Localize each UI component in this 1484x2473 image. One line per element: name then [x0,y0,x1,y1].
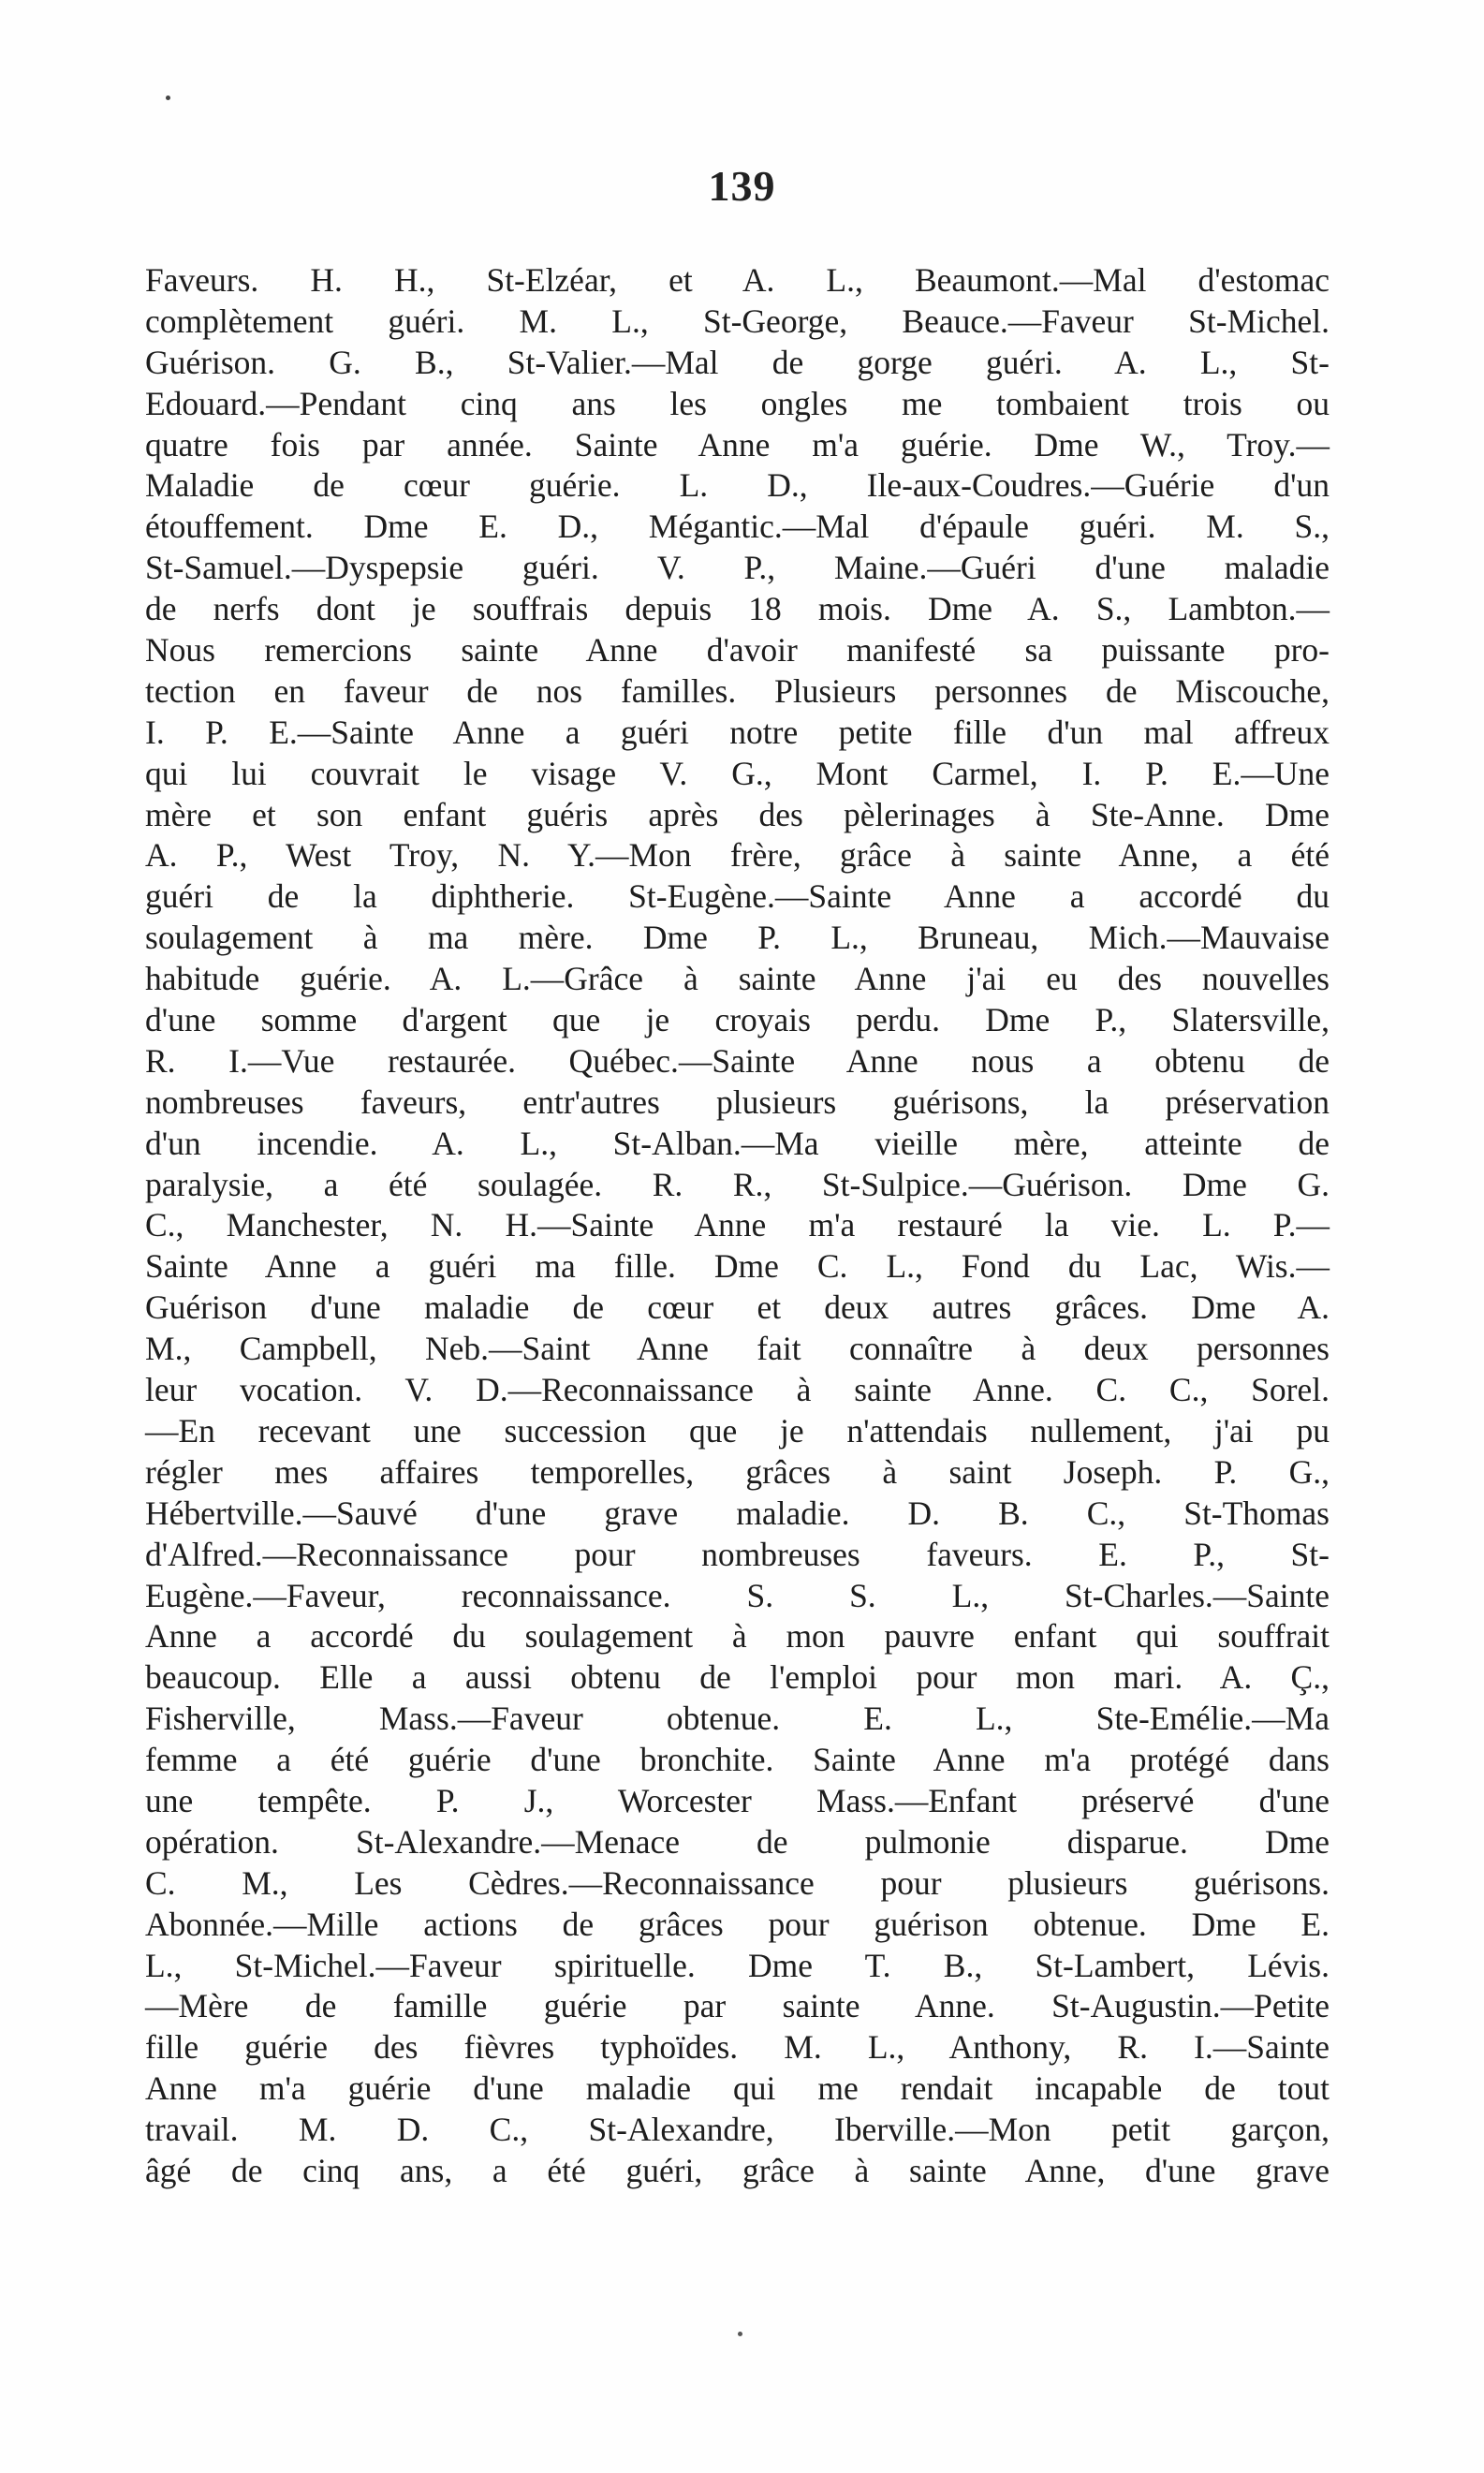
text-line: Nous remercions sainte Anne d'avoir manifesté sa puissante pro- [145,631,1330,670]
text-line: beaucoup. Elle a aussi obtenu de l'emploi pour mon mari. A. Ç., [145,1658,1330,1697]
text-line: Faveurs. H. H., St-Elzéar, et A. L., Beaumont.—Mal d'estomac [145,261,1330,299]
page-number: 139 [708,162,776,210]
ink-speck [166,96,170,100]
text-line: Hébertville.—Sauvé d'une grave maladie. D. B. C., St-Thomas [145,1494,1330,1532]
text-line: travail. M. D. C., St-Alexandre, Iberville.—Mon petit garçon, [145,2111,1330,2149]
text-line: R. I.—Vue restaurée. Québec.—Sainte Anne nous a obtenu de [145,1041,1330,1080]
text-line: régler mes affaires temporelles, grâces à saint Joseph. P. G., [145,1452,1330,1491]
text-line: habitude guérie. A. L.—Grâce à sainte Anne j'ai eu des nouvelles [145,960,1330,998]
text-line: complètement guéri. M. L., St-George, Beauce.—Faveur St-Michel. [145,302,1330,340]
text-line: A. P., West Troy, N. Y.—Mon frère, grâce à sainte Anne, a été [145,836,1330,875]
text-line: Sainte Anne a guéri ma fille. Dme C. L., Fond du Lac, Wis.— [145,1247,1330,1286]
text-line: âgé de cinq ans, a été guéri, grâce à sainte Anne, d'une grave [145,2151,1330,2189]
text-line: St-Samuel.—Dyspepsie guéri. V. P., Maine.—Guéri d'une maladie [145,549,1330,587]
text-line: Abonnée.—Mille actions de grâces pour guérison obtenue. Dme E. [145,1905,1330,1943]
text-line: —En recevant une succession que je n'attendais nullement, j'ai pu [145,1411,1330,1450]
text-line: étouffement. Dme E. D., Mégantic.—Mal d'épaule guéri. M. S., [145,508,1330,546]
text-line: C., Manchester, N. H.—Sainte Anne m'a restauré la vie. L. P.— [145,1206,1330,1244]
text-line: d'Alfred.—Reconnaissance pour nombreuses faveurs. E. P., St- [145,1535,1330,1573]
ink-speck [738,2332,742,2336]
text-line: Anne a accordé du soulagement à mon pauvre enfant qui souffrait [145,1617,1330,1656]
text-line: d'un incendie. A. L., St-Alban.—Ma vieille mère, atteinte de [145,1124,1330,1162]
body-text [145,260,1330,2192]
text-line: quatre fois par année. Sainte Anne m'a guérie. Dme W., Troy.— [145,425,1330,464]
text-line: Fisherville, Mass.—Faveur obtenue. E. L., Ste-Emélie.—Ma [145,1700,1330,1738]
text-line: I. P. E.—Sainte Anne a guéri notre petite fille d'un mal affreux [145,713,1330,751]
text-line: d'une somme d'argent que je croyais perdu. Dme P., Slatersville, [145,1001,1330,1039]
text-line: mère et son enfant guéris après des pèlerinages à Ste-Anne. Dme [145,795,1330,833]
text-line: Guérison d'une maladie de cœur et deux autres grâces. Dme A. [145,1288,1330,1327]
text-line: fille guérie des fièvres typhoïdes. M. L., Anthony, R. I.—Sainte [145,2028,1330,2067]
text-line: qui lui couvrait le visage V. G., Mont Carmel, I. P. E.—Une [145,754,1330,792]
text-line: M., Campbell, Neb.—Saint Anne fait connaître à deux personnes [145,1330,1330,1368]
text-line: paralysie, a été soulagée. R. R., St-Sulpice.—Guérison. Dme G. [145,1165,1330,1203]
text-line: Anne m'a guérie d'une maladie qui me rendait incapable de tout [145,2069,1330,2108]
text-line: Eugène.—Faveur, reconnaissance. S. S. L., St-Charles.—Sainte [145,1576,1330,1614]
text-line: leur vocation. V. D.—Reconnaissance à sainte Anne. C. C., Sorel. [145,1371,1330,1409]
text-line: nombreuses faveurs, entr'autres plusieurs guérisons, la préservation [145,1082,1330,1121]
text-line: femme a été guérie d'une bronchite. Sainte Anne m'a protégé dans [145,1741,1330,1779]
text-line: guéri de la diphtherie. St-Eugène.—Sainte Anne a accordé du [145,877,1330,916]
text-line: une tempête. P. J., Worcester Mass.—Enfant préservé d'une [145,1781,1330,1819]
text-line: de nerfs dont je souffrais depuis 18 mois. Dme A. S., Lambton.— [145,590,1330,628]
text-line: Edouard.—Pendant cinq ans les ongles me tombaient trois ou [145,384,1330,422]
text-line: soulagement à ma mère. Dme P. L., Bruneau, Mich.—Mauvaise [145,919,1330,957]
text-line: L., St-Michel.—Faveur spirituelle. Dme T. B., St-Lambert, Lévis. [145,1946,1330,1984]
text-line: Maladie de cœur guérie. L. D., Ile-aux-Coudres.—Guérie d'un [145,466,1330,505]
text-line: opération. St-Alexandre.—Menace de pulmonie disparue. Dme [145,1822,1330,1861]
text-line: C. M., Les Cèdres.—Reconnaissance pour plusieurs guérisons. [145,1863,1330,1902]
text-line: tection en faveur de nos familles. Plusieurs personnes de Miscouche, [145,671,1330,710]
text-line: Guérison. G. B., St-Valier.—Mal de gorge guéri. A. L., St- [145,343,1330,381]
text-line: —Mère de famille guérie par sainte Anne. St-Augustin.—Petite [145,1987,1330,2025]
